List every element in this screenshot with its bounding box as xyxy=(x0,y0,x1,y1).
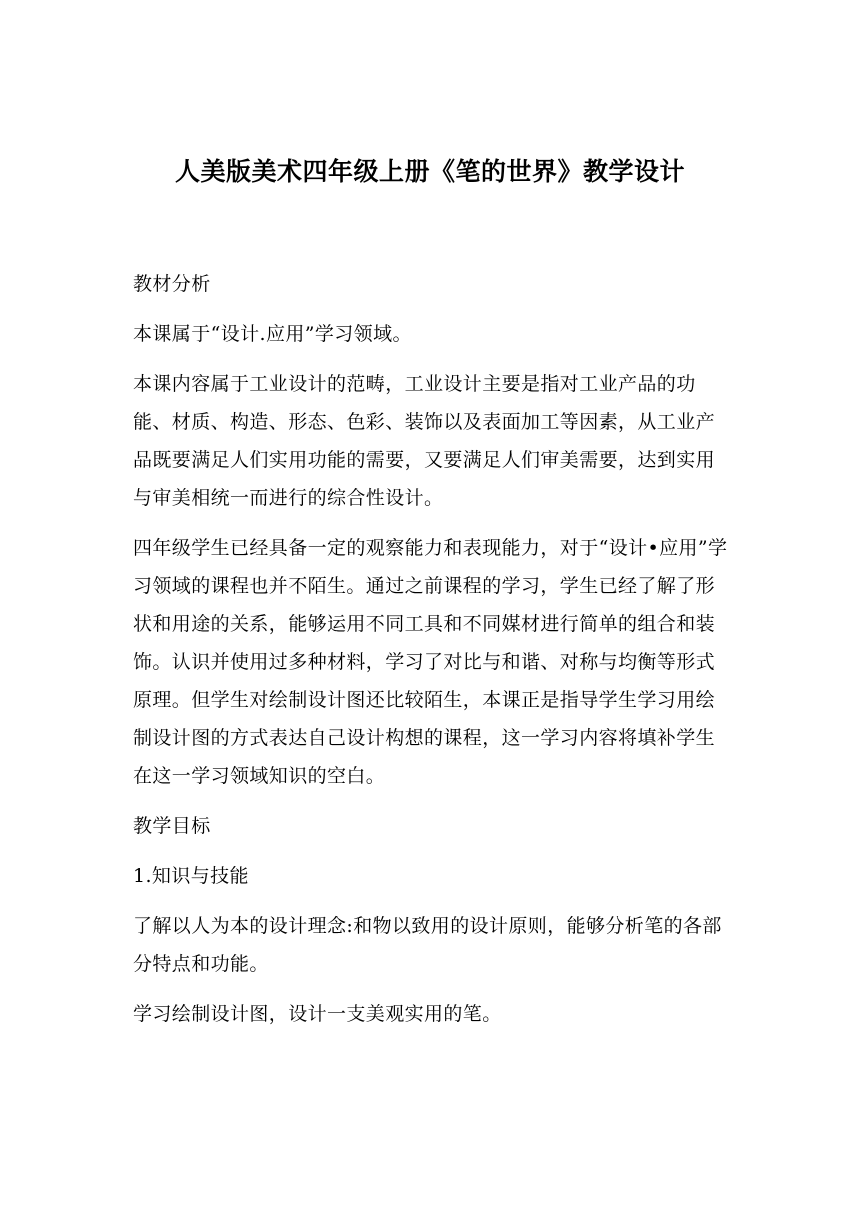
paragraph-learning-domain: 本课属于“设计.应用”学习领域。 xyxy=(133,323,412,345)
document-body xyxy=(133,265,733,1033)
paragraph-industrial-design: 本课内容属于工业设计的范畴，工业设计主要是指对工业产品的功能、材质、构造、形态、色彩、装饰以及表面加工等因素，从工业产品既要满足人们实用功能的需要，又要满足人们审美需要，达到实用与审美相统一而进行的综合性设计。 xyxy=(133,373,716,509)
paragraph-design-drawing: 学习绘制设计图，设计一支美观实用的笔。 xyxy=(133,1003,502,1025)
document-title: 人美版美术四年级上册《笔的世界》教学设计 xyxy=(174,157,685,186)
section-heading-teaching-goals: 教学目标 xyxy=(133,815,211,837)
subheading-knowledge-skills: 1.知识与技能 xyxy=(133,865,249,887)
paragraph-student-analysis: 四年级学生已经具备一定的观察能力和表现能力，对于“设计•应用”学习领域的课程也并不陌生。通过之前课程的学习，学生已经了解了形状和用途的关系，能够运用不同工具和不同媒材进行简单的组合和装饰。认识并使用过多种材料，学习了对比与和谐、对称与均衡等形式原理。但学生对绘制设计图还比较陌生，本课正是指导学生学习用绘制设计图的方式表达自己设计构想的课程，这一学习内容将填补学生在这一学习领域知识的空白。 xyxy=(133,537,728,787)
paragraph-design-concept: 了解以人为本的设计理念:和物以致用的设计原则，能够分析笔的各部分特点和功能。 xyxy=(133,915,722,975)
section-heading-material-analysis: 教材分析 xyxy=(133,273,211,295)
